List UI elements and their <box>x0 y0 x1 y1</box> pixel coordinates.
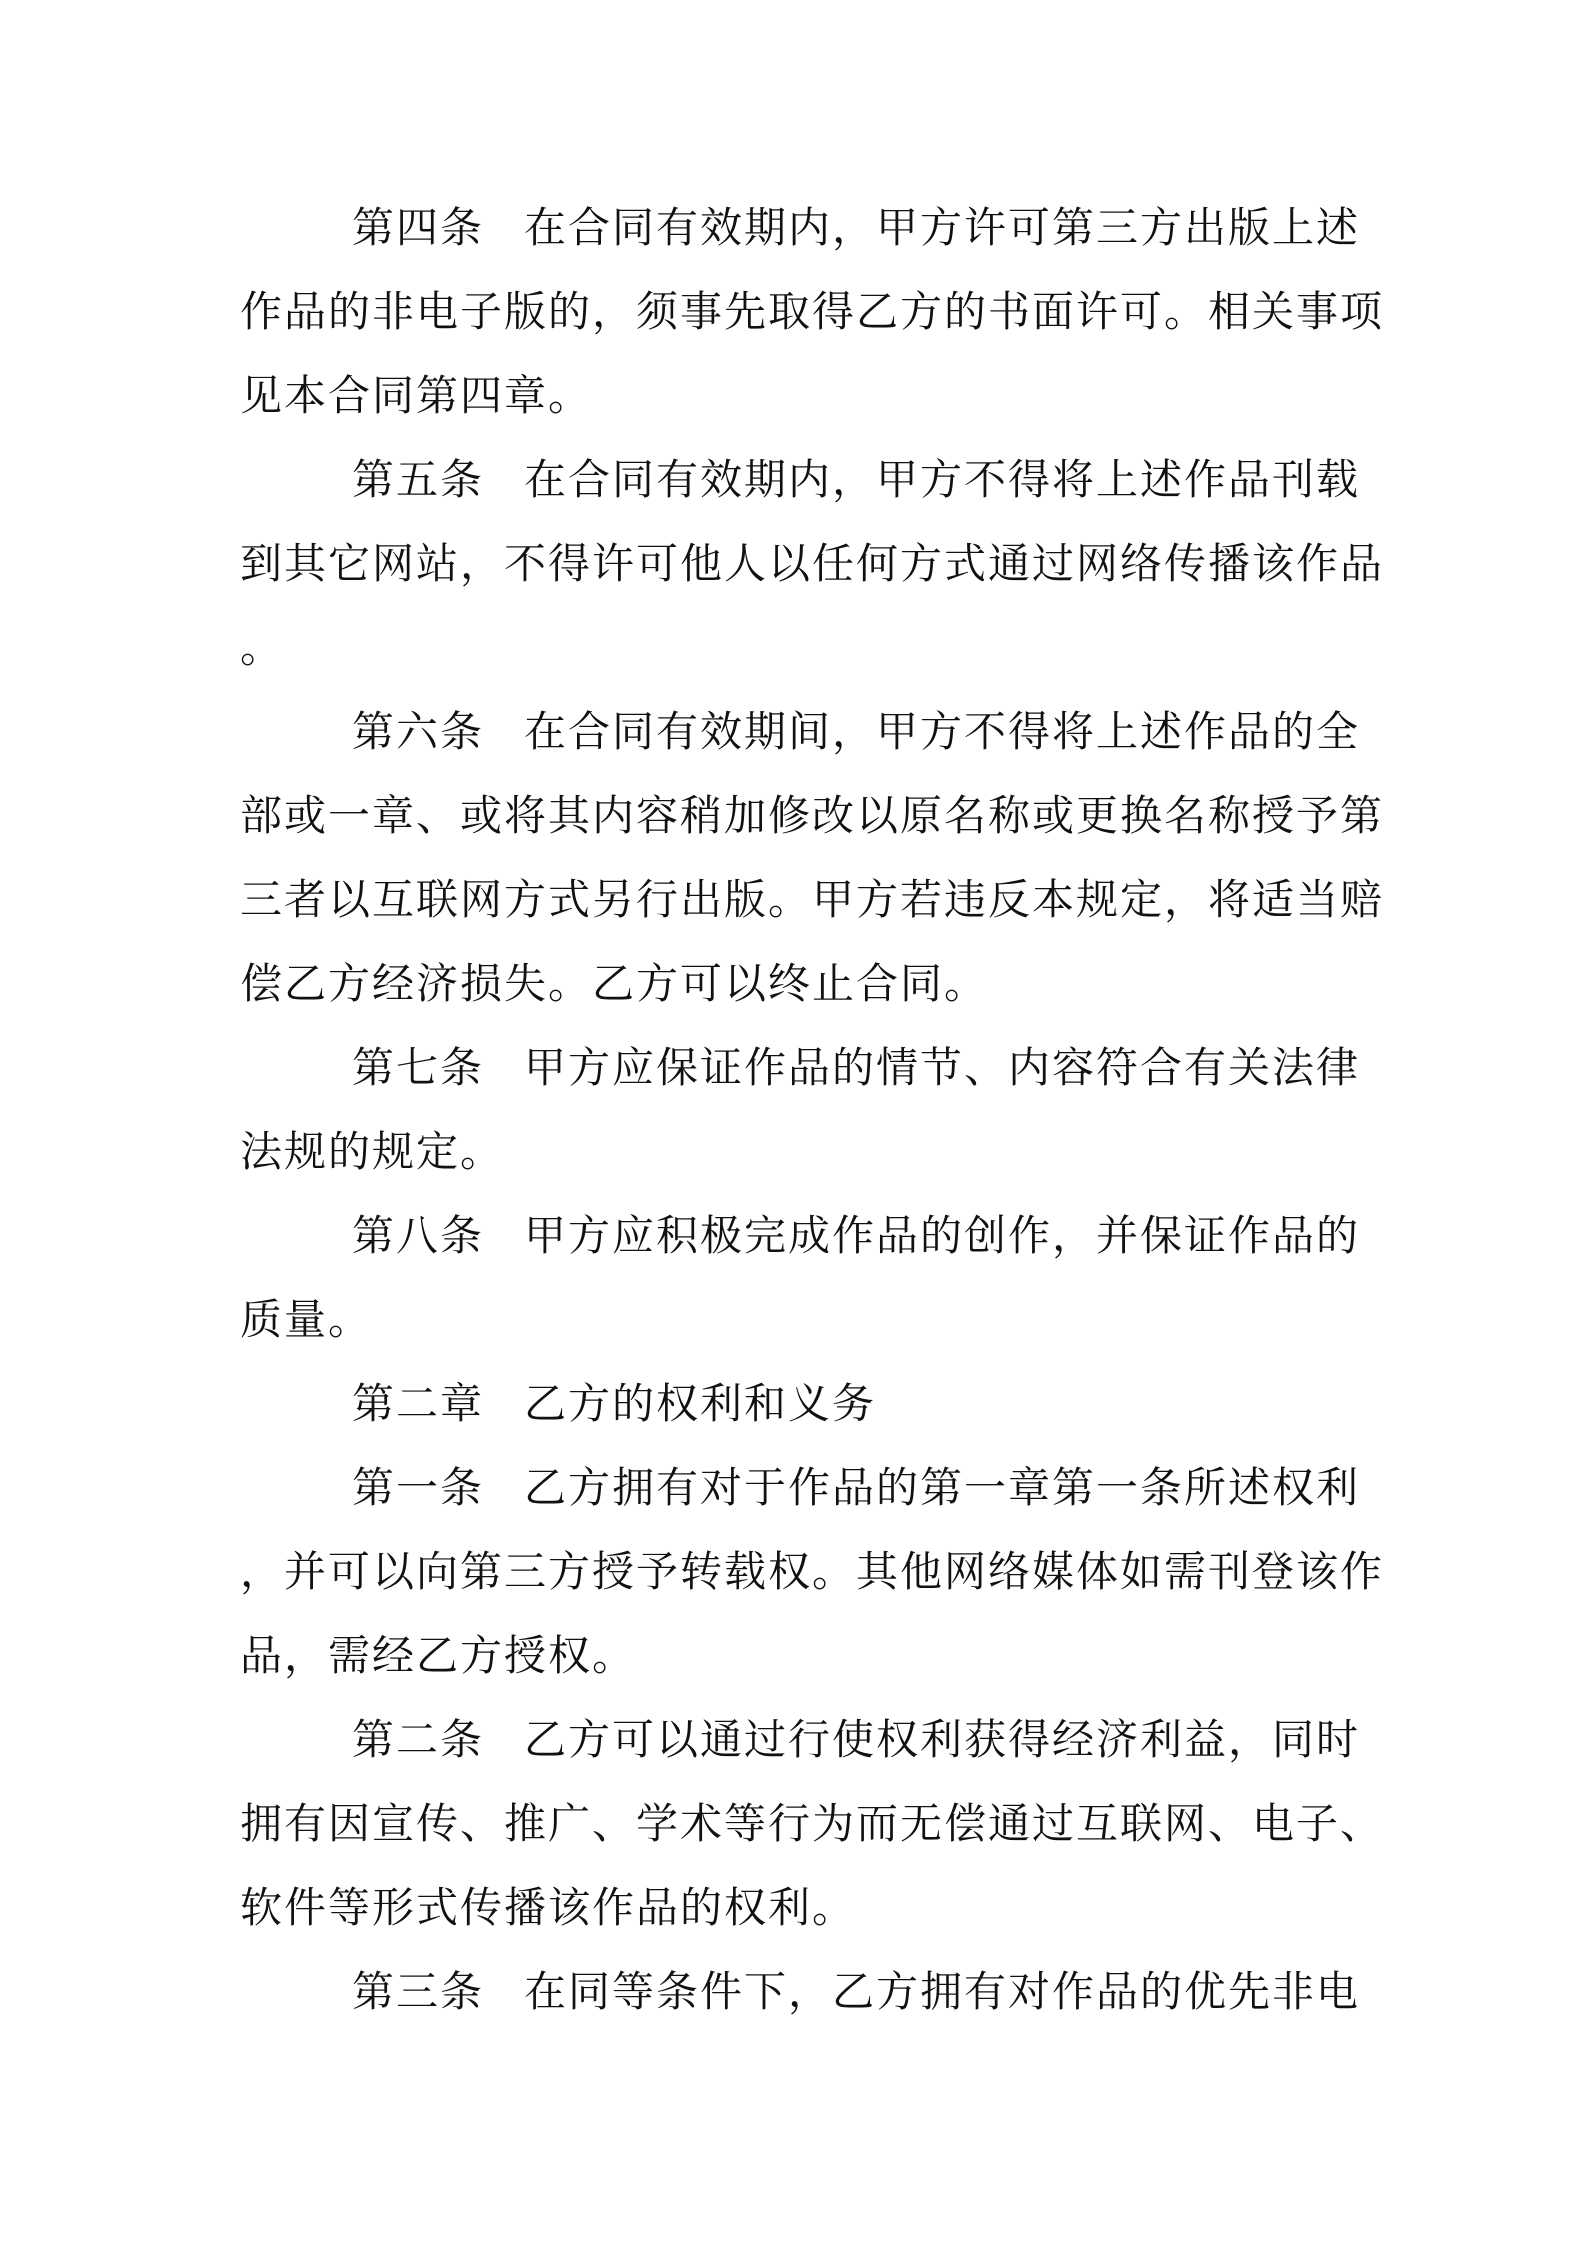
article-text: 到其它网站，不得许可他人以任何方式通过网络传播该作品 <box>240 539 1385 588</box>
article-heading: 第一条 <box>352 1463 485 1512</box>
article-8-line-1 <box>352 1194 1361 1278</box>
article-text: 甲方应保证作品的情节、内容符合有关法律 <box>524 1043 1361 1092</box>
article-heading: 第八条 <box>352 1211 485 1260</box>
chapter-2-title <box>352 1362 1350 1446</box>
article-6-line-4 <box>240 942 1350 1026</box>
chapter-2-article-2-line-2 <box>240 1782 1385 1866</box>
article-text: 偿乙方经济损失。乙方可以终止合同。 <box>240 959 989 1008</box>
article-text: 在合同有效期间，甲方不得将上述作品的全 <box>524 707 1361 756</box>
article-text: 部或一章、或将其内容稍加修改以原名称或更换名称授予第 <box>240 791 1385 840</box>
chapter-2-article-1-line-2 <box>240 1530 1385 1614</box>
article-5-line-3 <box>240 606 1350 690</box>
article-heading: 第四条 <box>352 203 485 252</box>
article-text: 作品的非电子版的，须事先取得乙方的书面许可。相关事项 <box>240 287 1385 336</box>
article-text: 。 <box>240 623 285 672</box>
article-heading: 第二条 <box>352 1715 485 1764</box>
article-text: 拥有因宣传、推广、学术等行为而无偿通过互联网、电子、 <box>240 1799 1385 1848</box>
article-7-line-1 <box>352 1026 1361 1110</box>
chapter-2-article-3-line-1 <box>352 1950 1361 2034</box>
article-text: 在合同有效期内，甲方许可第三方出版上述 <box>524 203 1361 252</box>
article-text: 甲方应积极完成作品的创作，并保证作品的 <box>524 1211 1361 1260</box>
chapter-2-article-1-line-3 <box>240 1614 1350 1698</box>
chapter-2-article-2-line-1 <box>352 1698 1361 1782</box>
article-text: 在合同有效期内，甲方不得将上述作品刊载 <box>524 455 1361 504</box>
chapter-heading: 第二章 <box>352 1379 485 1428</box>
article-8-line-2 <box>240 1278 1350 1362</box>
article-7-line-2 <box>240 1110 1350 1194</box>
article-text: 质量。 <box>240 1295 373 1344</box>
article-text: 在同等条件下，乙方拥有对作品的优先非电 <box>524 1967 1361 2016</box>
article-text: 法规的规定。 <box>240 1127 505 1176</box>
article-text: 乙方拥有对于作品的第一章第一条所述权利 <box>524 1463 1361 1512</box>
chapter-2-article-1-line-1 <box>352 1446 1361 1530</box>
article-4-line-1 <box>352 186 1361 270</box>
article-heading: 第七条 <box>352 1043 485 1092</box>
article-6-line-3 <box>240 858 1385 942</box>
article-5-line-1 <box>352 438 1361 522</box>
chapter-2-article-2-line-3 <box>240 1866 1350 1950</box>
article-heading: 第三条 <box>352 1967 485 2016</box>
article-text: 三者以互联网方式另行出版。甲方若违反本规定，将适当赔 <box>240 875 1385 924</box>
article-4-line-2 <box>240 270 1385 354</box>
article-4-line-3 <box>240 354 1350 438</box>
article-heading: 第五条 <box>352 455 485 504</box>
article-6-line-2 <box>240 774 1385 858</box>
article-text: 见本合同第四章。 <box>240 371 593 420</box>
article-text: 软件等形式传播该作品的权利。 <box>240 1883 857 1932</box>
article-5-line-2 <box>240 522 1385 606</box>
chapter-text: 乙方的权利和义务 <box>524 1379 877 1428</box>
article-heading: 第六条 <box>352 707 485 756</box>
article-6-line-1 <box>352 690 1361 774</box>
article-text: 乙方可以通过行使权利获得经济利益，同时 <box>524 1715 1361 1764</box>
article-text: ，并可以向第三方授予转载权。其他网络媒体如需刊登该作 <box>240 1547 1385 1596</box>
article-text: 品，需经乙方授权。 <box>240 1631 637 1680</box>
